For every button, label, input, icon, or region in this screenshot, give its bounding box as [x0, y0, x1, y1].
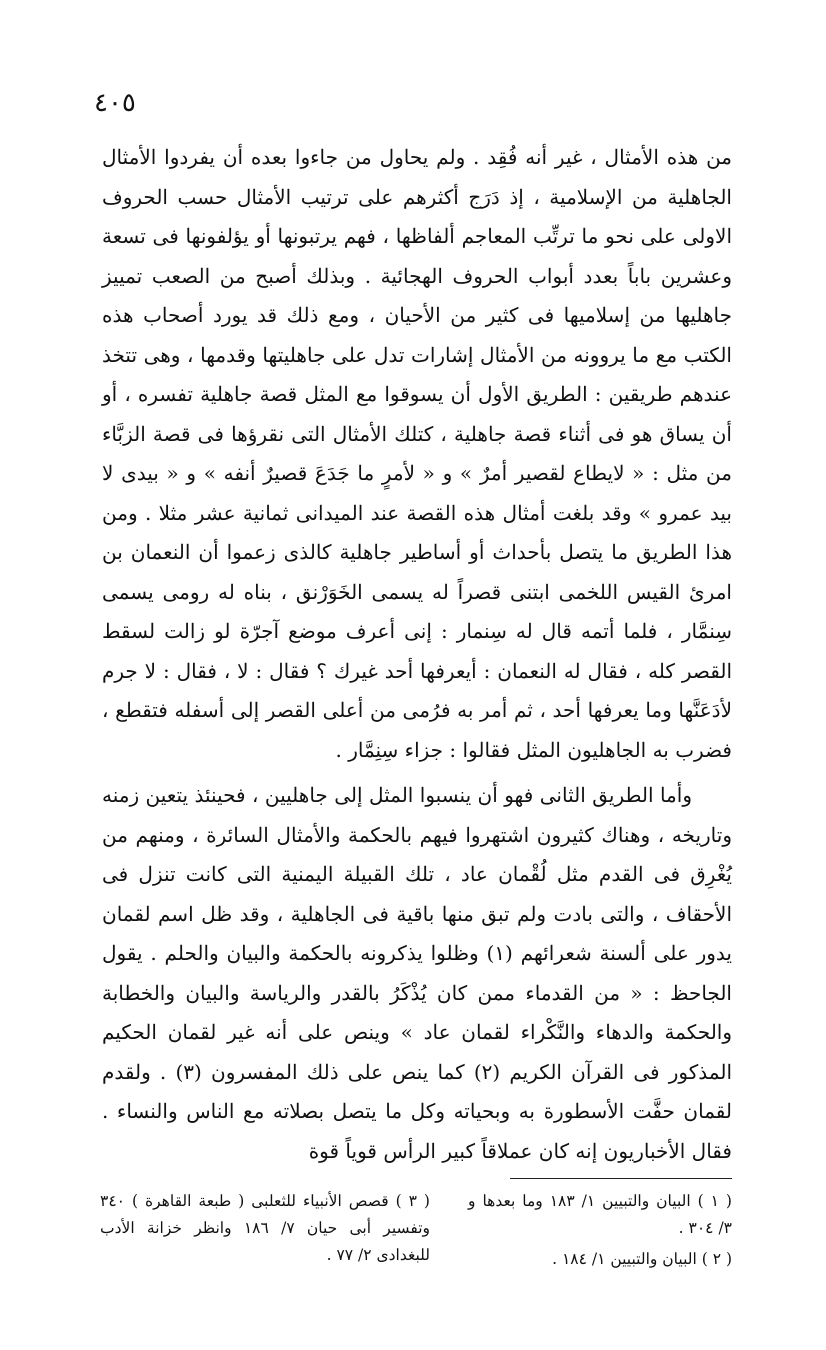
body-text	[102, 138, 732, 1171]
footnotes-right-column	[468, 1188, 732, 1273]
footnote-3: ( ٣ ) قصص الأنبياء للثعلبى ( طبعة القاهرة ) ٣٤٠ وتفسير أبى حيان ٧/ ١٨٦ وانظر خزانة الأدب للبغدادى ٢/ ٧٧ .	[100, 1192, 430, 1264]
paragraph-1: من هذه الأمثال ، غير أنه فُقِد . ولم يحاول من جاءوا بعده أن يفردوا الأمثال الجاهلية من الإسلامية ، إذ دَرَج أكثرهم على ترتيب الأمثال حسب الحروف الاولى على نحو ما ترتِّب المعاجم ألفاظها ، فهم يرتبونها أو يؤلفونها فى تسعة وعشرين باباً بعدد أبواب الحروف الهجائية . وبذلك أصبح من الصعب تمييز جاهليها من إسلاميها فى كثير من الأحيان ، ومع ذلك قد يورد أصحاب هذه الكتب مع ما يروونه من الأمثال إشارات تدل على جاهليتها وقدمها ، وهى تتخذ عندهم طريقين : الطريق الأول أن يسوقوا مع المثل قصة جاهلية تفسره ، أو أن يساق هو فى أثناء قصة جاهلية ، كتلك الأمثال التى نقرؤها فى قصة الزبَّاء من مثل : « لايطاع لقصير أمرٌ » و « لأمرٍ ما جَدَعَ قصيرٌ أنفه » و « بيدى لا بيد عمرو » وقد بلغت أمثال هذه القصة عند الميدانى ثمانية عشر مثلا . ومن هذا الطريق ما يتصل بأحداث أو أساطير جاهلية كالذى زعموا أن النعمان بن امرئ القيس اللخمى ابتنى قصراً له يسمى الخَوَرْنق ، بناه له رومى يسمى سِنمَّار ، فلما أتمه قال له سِنمار : إنى أعرف موضع آجرّة لو زالت لسقط القصر كله ، فقال له النعمان : أيعرفها أحد غيرك ؟ فقال : لا ، فقال : لا جرم لأدَعَنَّها وما يعرفها أحد ، ثم أمر به فرُمى من أعلى القصر إلى أسفله فتقطع ، فضرب به الجاهليون المثل فقالوا : جزاء سِنِمَّار .	[102, 145, 732, 762]
footnote-2: ( ٢ ) البيان والتبيين ١/ ١٨٤ .	[552, 1250, 732, 1268]
footnote-divider	[510, 1178, 732, 1179]
footnote-1: ( ١ ) البيان والتبيين ١/ ١٨٣ وما بعدها و ٣/ ٣٠٤ .	[468, 1192, 732, 1237]
paragraph-2: وأما الطريق الثانى فهو أن ينسبوا المثل إلى جاهليين ، فحينئذ يتعين زمنه وتاريخه ، وهناك كثيرون اشتهروا فيهم بالحكمة والأمثال السائرة ، ومنهم من يُغْرِق فى القدم مثل لُقْمان عاد ، تلك القبيلة اليمنية التى كانت تنزل فى الأحقاف ، والتى بادت ولم تبق منها باقية فى الجاهلية ، وقد ظل اسم لقمان يدور على ألسنة شعرائهم (١) وظلوا يذكرونه بالحكمة والبيان والحلم . يقول الجاحظ : « من القدماء ممن كان يُذْكَرُ بالقدر والرياسة والبيان والخطابة والحكمة والدهاء والنَّكْراء لقمان عاد » وينص على أنه غير لقمان الحكيم المذكور فى القرآن الكريم (٢) كما ينص على ذلك المفسرون (٣) . ولقدم لقمان حفَّت الأسطورة به وبحياته وكل ما يتصل بصلاته مع الناس والنساء . فقال الأخباريون إنه كان عملاقاً كبير الرأس قوياً قوة	[102, 783, 733, 1163]
footnotes-left-column	[100, 1188, 430, 1269]
page-number: ٤٠٥	[94, 88, 136, 118]
